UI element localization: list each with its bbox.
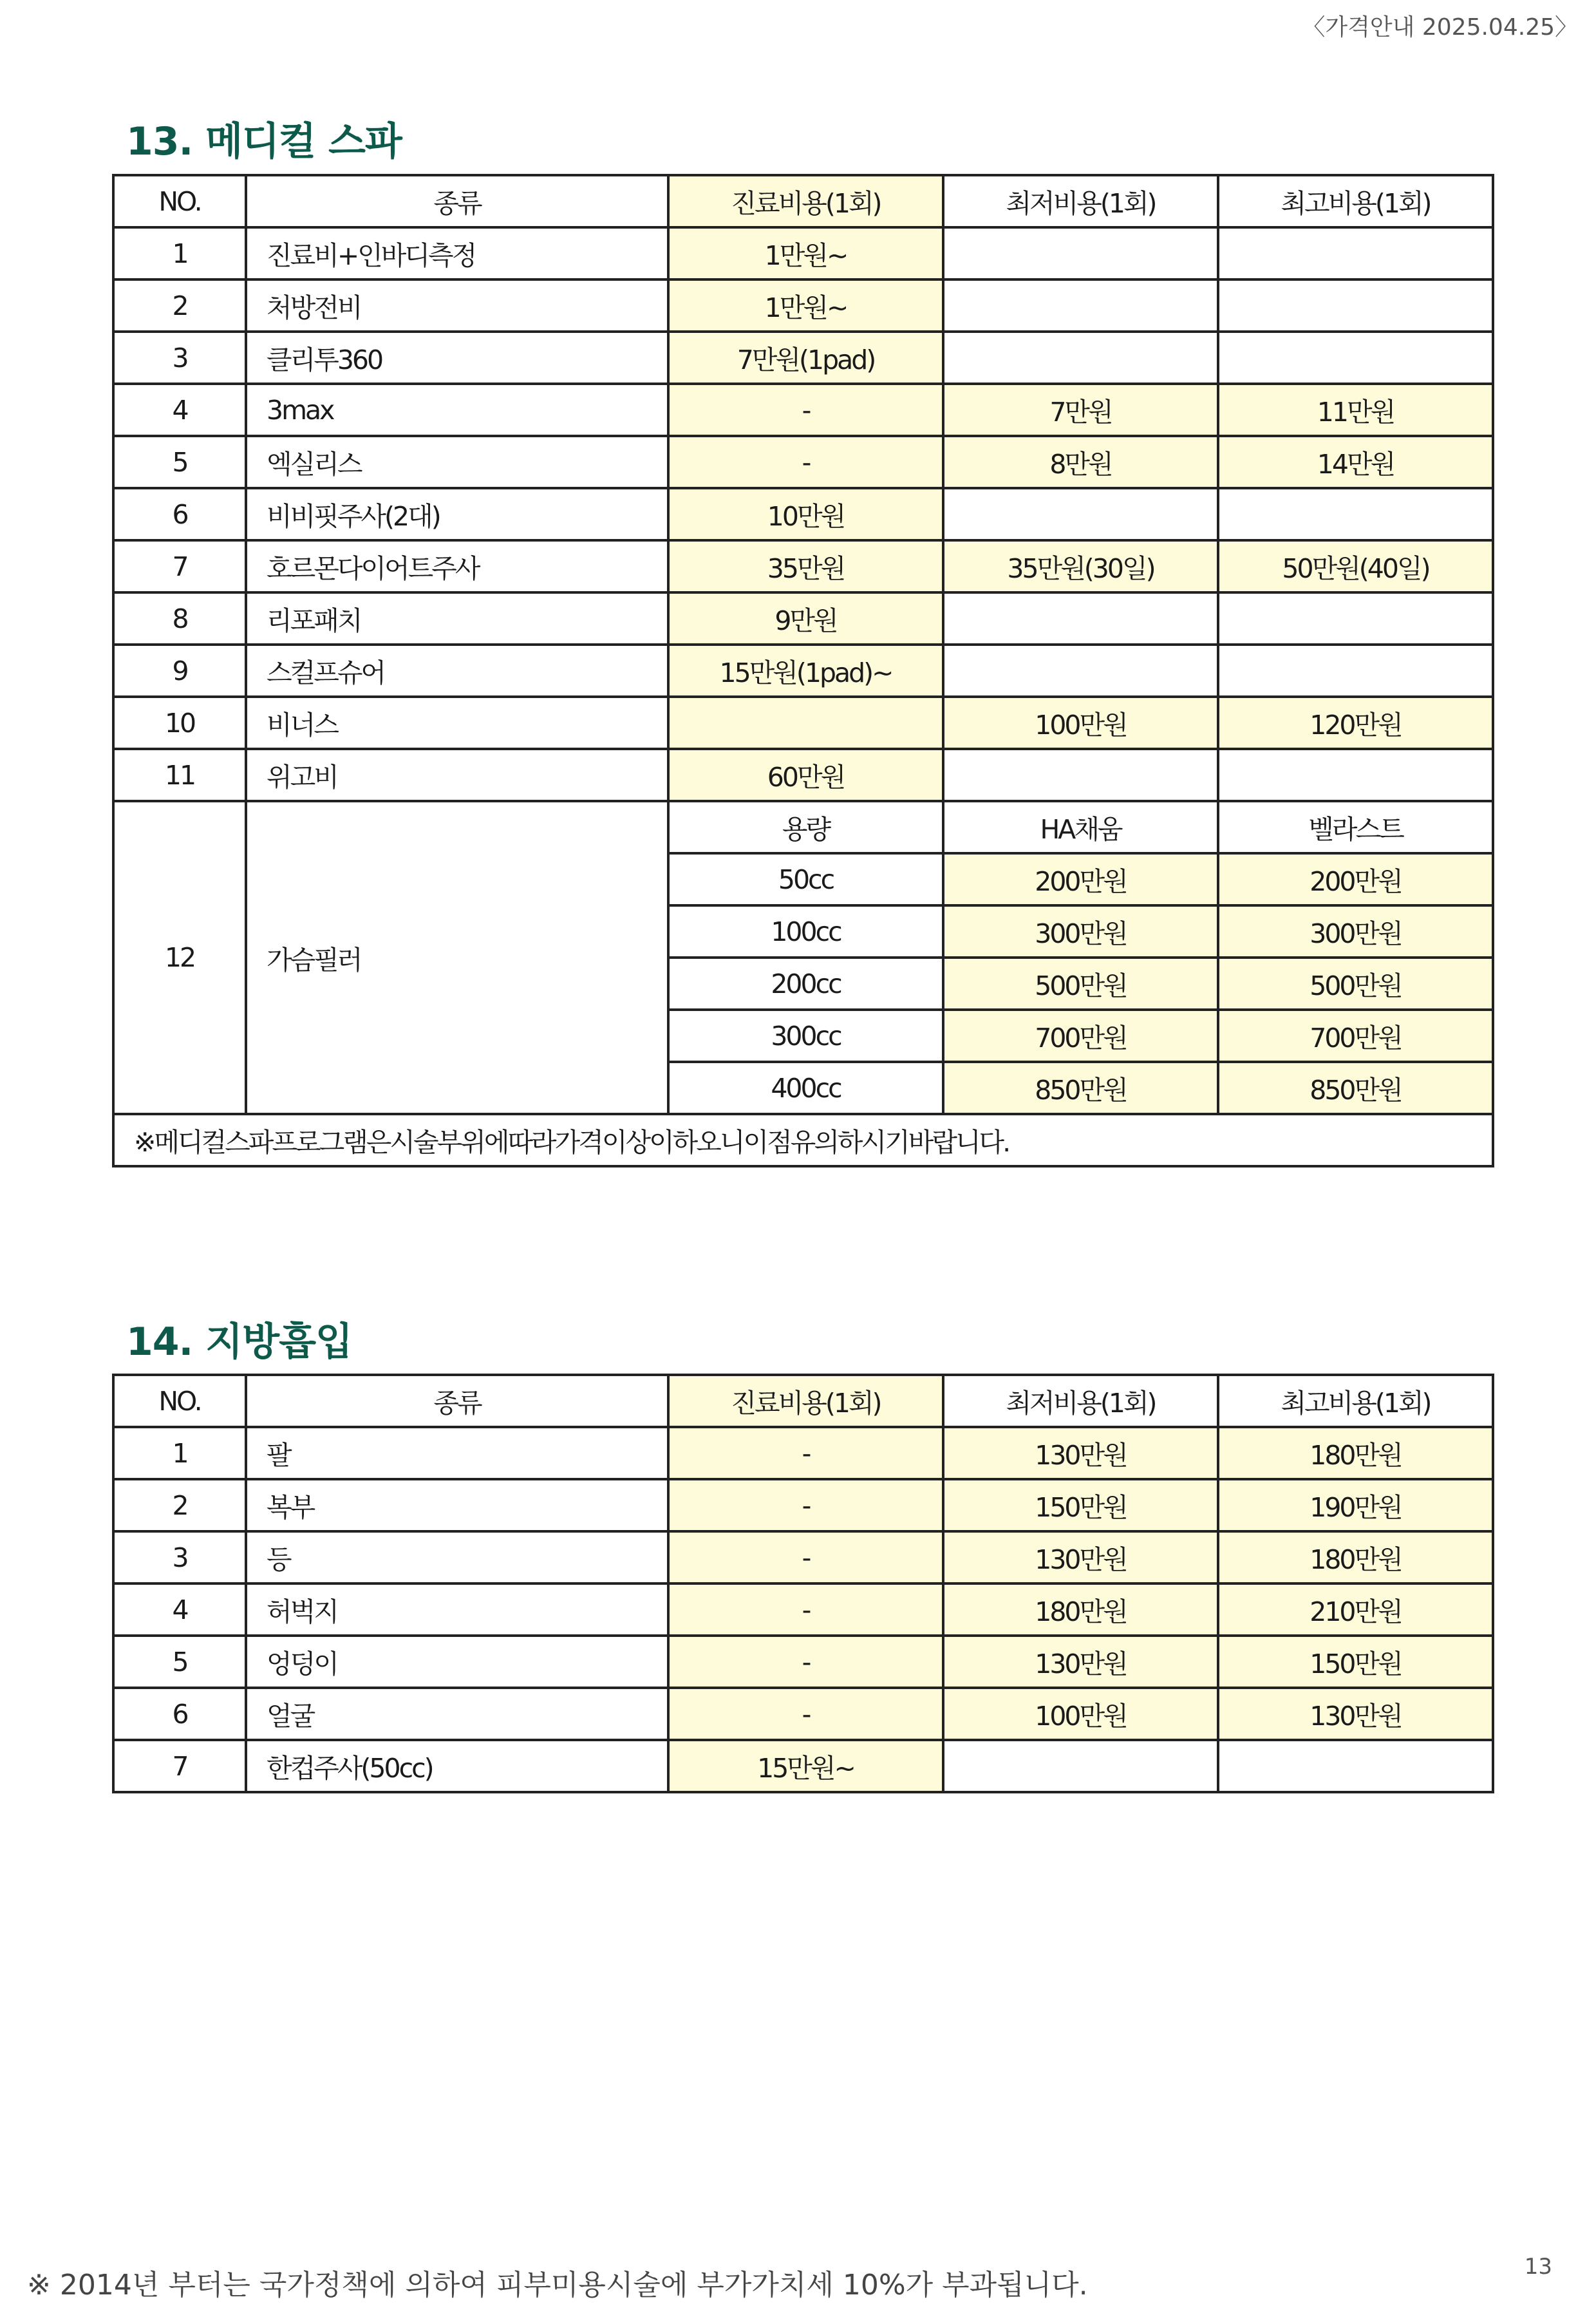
filler-bellast-price: 700만원 [1218, 1010, 1493, 1062]
row-max-cost: 120만원 [1218, 697, 1493, 749]
row-max-cost [1218, 227, 1493, 279]
row-min-cost: 100만원 [943, 697, 1218, 749]
row-min-cost: 130만원 [943, 1427, 1218, 1479]
row-type: 얼굴 [246, 1688, 668, 1740]
row-no: 5 [113, 436, 246, 488]
filler-ha-price: 850만원 [943, 1062, 1218, 1114]
row-type: 진료비+인바디측정 [246, 227, 668, 279]
table-row [113, 279, 1493, 332]
row-no: 7 [113, 540, 246, 592]
row-no: 3 [113, 332, 246, 384]
row-treatment-cost: - [668, 1479, 943, 1531]
row-min-cost: 8만원 [943, 436, 1218, 488]
header-max-cost: 최고비용(1회) [1218, 175, 1493, 227]
filler-volume: 100cc [668, 905, 943, 958]
row-min-cost [943, 332, 1218, 384]
table-row [113, 540, 1493, 592]
row-max-cost: 180만원 [1218, 1427, 1493, 1479]
row-max-cost: 11만원 [1218, 384, 1493, 436]
row-treatment-cost: 35만원 [668, 540, 943, 592]
price-guide-date: 〈가격안내 2025.04.25〉 [1302, 14, 1578, 41]
filler-volume: 50cc [668, 853, 943, 905]
filler-ha-price: 700만원 [943, 1010, 1218, 1062]
row-treatment-cost: 1만원~ [668, 227, 943, 279]
row-treatment-cost: 10만원 [668, 488, 943, 540]
row-no: 10 [113, 697, 246, 749]
row-type: 한컵주사(50cc) [246, 1740, 668, 1792]
filler-ha-price: 300만원 [943, 905, 1218, 958]
row-max-cost: 130만원 [1218, 1688, 1493, 1740]
row-max-cost [1218, 332, 1493, 384]
header-type: 종류 [246, 175, 668, 227]
table-row [113, 384, 1493, 436]
row-type: 허벅지 [246, 1583, 668, 1636]
row-min-cost: 100만원 [943, 1688, 1218, 1740]
filler-volume: 200cc [668, 958, 943, 1010]
row-max-cost [1218, 488, 1493, 540]
row-no: 6 [113, 1688, 246, 1740]
vat-notice: ※ 2014년 부터는 국가정책에 의하여 피부미용시술에 부가가치세 10%가 부과됩니다. [27, 2269, 1088, 2301]
filler-header-bellast: 벨라스트 [1218, 801, 1493, 853]
row-type: 복부 [246, 1479, 668, 1531]
row-type: 비비핏주사(2대) [246, 488, 668, 540]
row-no: 8 [113, 592, 246, 645]
table-row [113, 227, 1493, 279]
row-no: 2 [113, 279, 246, 332]
row-type: 가슴필러 [246, 801, 668, 1114]
filler-header-volume: 용량 [668, 801, 943, 853]
table-row [113, 1740, 1493, 1792]
row-treatment-cost: 15만원~ [668, 1740, 943, 1792]
table-row [113, 1688, 1493, 1740]
table-row [113, 436, 1493, 488]
table-row [113, 749, 1493, 801]
table-header-row [113, 1375, 1493, 1427]
header-min-cost: 최저비용(1회) [943, 175, 1218, 227]
row-max-cost: 180만원 [1218, 1531, 1493, 1583]
filler-bellast-price: 300만원 [1218, 905, 1493, 958]
filler-ha-price: 500만원 [943, 958, 1218, 1010]
row-no: 12 [113, 801, 246, 1114]
header-treatment-cost: 진료비용(1회) [668, 175, 943, 227]
row-type: 등 [246, 1531, 668, 1583]
row-no: 7 [113, 1740, 246, 1792]
row-no: 11 [113, 749, 246, 801]
header-treatment-cost: 진료비용(1회) [668, 1375, 943, 1427]
row-min-cost: 180만원 [943, 1583, 1218, 1636]
table-header-row [113, 175, 1493, 227]
table-note: ※메디컬스파프로그램은시술부위에따라가격이상이하오니이점유의하시기바랍니다. [113, 1114, 1493, 1166]
row-min-cost [943, 279, 1218, 332]
row-no: 4 [113, 1583, 246, 1636]
row-treatment-cost: - [668, 1636, 943, 1688]
table-row [113, 1636, 1493, 1688]
table-row [113, 1531, 1493, 1583]
row-max-cost: 210만원 [1218, 1583, 1493, 1636]
header-min-cost: 최저비용(1회) [943, 1375, 1218, 1427]
table-row [113, 1427, 1493, 1479]
filler-ha-price: 200만원 [943, 853, 1218, 905]
row-type: 스컬프슈어 [246, 645, 668, 697]
row-no: 1 [113, 1427, 246, 1479]
row-type: 클리투360 [246, 332, 668, 384]
row-treatment-cost: 7만원(1pad) [668, 332, 943, 384]
row-type: 엑실리스 [246, 436, 668, 488]
row-max-cost [1218, 592, 1493, 645]
row-treatment-cost [668, 697, 943, 749]
row-treatment-cost: - [668, 384, 943, 436]
row-max-cost: 190만원 [1218, 1479, 1493, 1531]
row-max-cost [1218, 279, 1493, 332]
header-no: NO. [113, 1375, 246, 1427]
row-min-cost [943, 488, 1218, 540]
row-no: 2 [113, 1479, 246, 1531]
row-type: 엉덩이 [246, 1636, 668, 1688]
filler-header-ha: HA채움 [943, 801, 1218, 853]
row-treatment-cost: - [668, 1688, 943, 1740]
section-title-medical-spa: 13. 메디컬 스파 [126, 119, 402, 164]
row-min-cost [943, 227, 1218, 279]
table-row [113, 645, 1493, 697]
filler-bellast-price: 850만원 [1218, 1062, 1493, 1114]
row-min-cost: 130만원 [943, 1636, 1218, 1688]
row-max-cost: 14만원 [1218, 436, 1493, 488]
row-type: 리포패치 [246, 592, 668, 645]
row-treatment-cost: 15만원(1pad)~ [668, 645, 943, 697]
row-treatment-cost: 1만원~ [668, 279, 943, 332]
row-type: 호르몬다이어트주사 [246, 540, 668, 592]
table-row [113, 801, 1493, 853]
table-row [113, 592, 1493, 645]
row-min-cost: 150만원 [943, 1479, 1218, 1531]
table-note-row [113, 1114, 1493, 1166]
row-max-cost [1218, 1740, 1493, 1792]
table-row [113, 1583, 1493, 1636]
filler-bellast-price: 200만원 [1218, 853, 1493, 905]
filler-volume: 400cc [668, 1062, 943, 1114]
row-treatment-cost: - [668, 436, 943, 488]
row-no: 6 [113, 488, 246, 540]
row-no: 4 [113, 384, 246, 436]
row-type: 위고비 [246, 749, 668, 801]
filler-bellast-price: 500만원 [1218, 958, 1493, 1010]
row-no: 5 [113, 1636, 246, 1688]
filler-volume: 300cc [668, 1010, 943, 1062]
section-title-liposuction: 14. 지방흡입 [126, 1319, 353, 1365]
table-row [113, 1479, 1493, 1531]
row-min-cost: 7만원 [943, 384, 1218, 436]
medical-spa-table [112, 174, 1494, 1167]
header-max-cost: 최고비용(1회) [1218, 1375, 1493, 1427]
table-row [113, 488, 1493, 540]
row-treatment-cost: 60만원 [668, 749, 943, 801]
row-min-cost: 35만원(30일) [943, 540, 1218, 592]
row-max-cost [1218, 749, 1493, 801]
header-no: NO. [113, 175, 246, 227]
row-min-cost: 130만원 [943, 1531, 1218, 1583]
row-max-cost: 150만원 [1218, 1636, 1493, 1688]
row-type: 3max [246, 384, 668, 436]
row-type: 처방전비 [246, 279, 668, 332]
row-min-cost [943, 592, 1218, 645]
liposuction-table [112, 1374, 1494, 1793]
table-row [113, 697, 1493, 749]
row-treatment-cost: - [668, 1583, 943, 1636]
row-min-cost [943, 1740, 1218, 1792]
row-no: 9 [113, 645, 246, 697]
row-treatment-cost: - [668, 1531, 943, 1583]
row-treatment-cost: 9만원 [668, 592, 943, 645]
row-type: 팔 [246, 1427, 668, 1479]
row-min-cost [943, 645, 1218, 697]
row-min-cost [943, 749, 1218, 801]
row-max-cost [1218, 645, 1493, 697]
row-no: 3 [113, 1531, 246, 1583]
page-number: 13 [1524, 2254, 1552, 2280]
header-type: 종류 [246, 1375, 668, 1427]
row-max-cost: 50만원(40일) [1218, 540, 1493, 592]
row-type: 비너스 [246, 697, 668, 749]
row-no: 1 [113, 227, 246, 279]
table-row [113, 332, 1493, 384]
row-treatment-cost: - [668, 1427, 943, 1479]
